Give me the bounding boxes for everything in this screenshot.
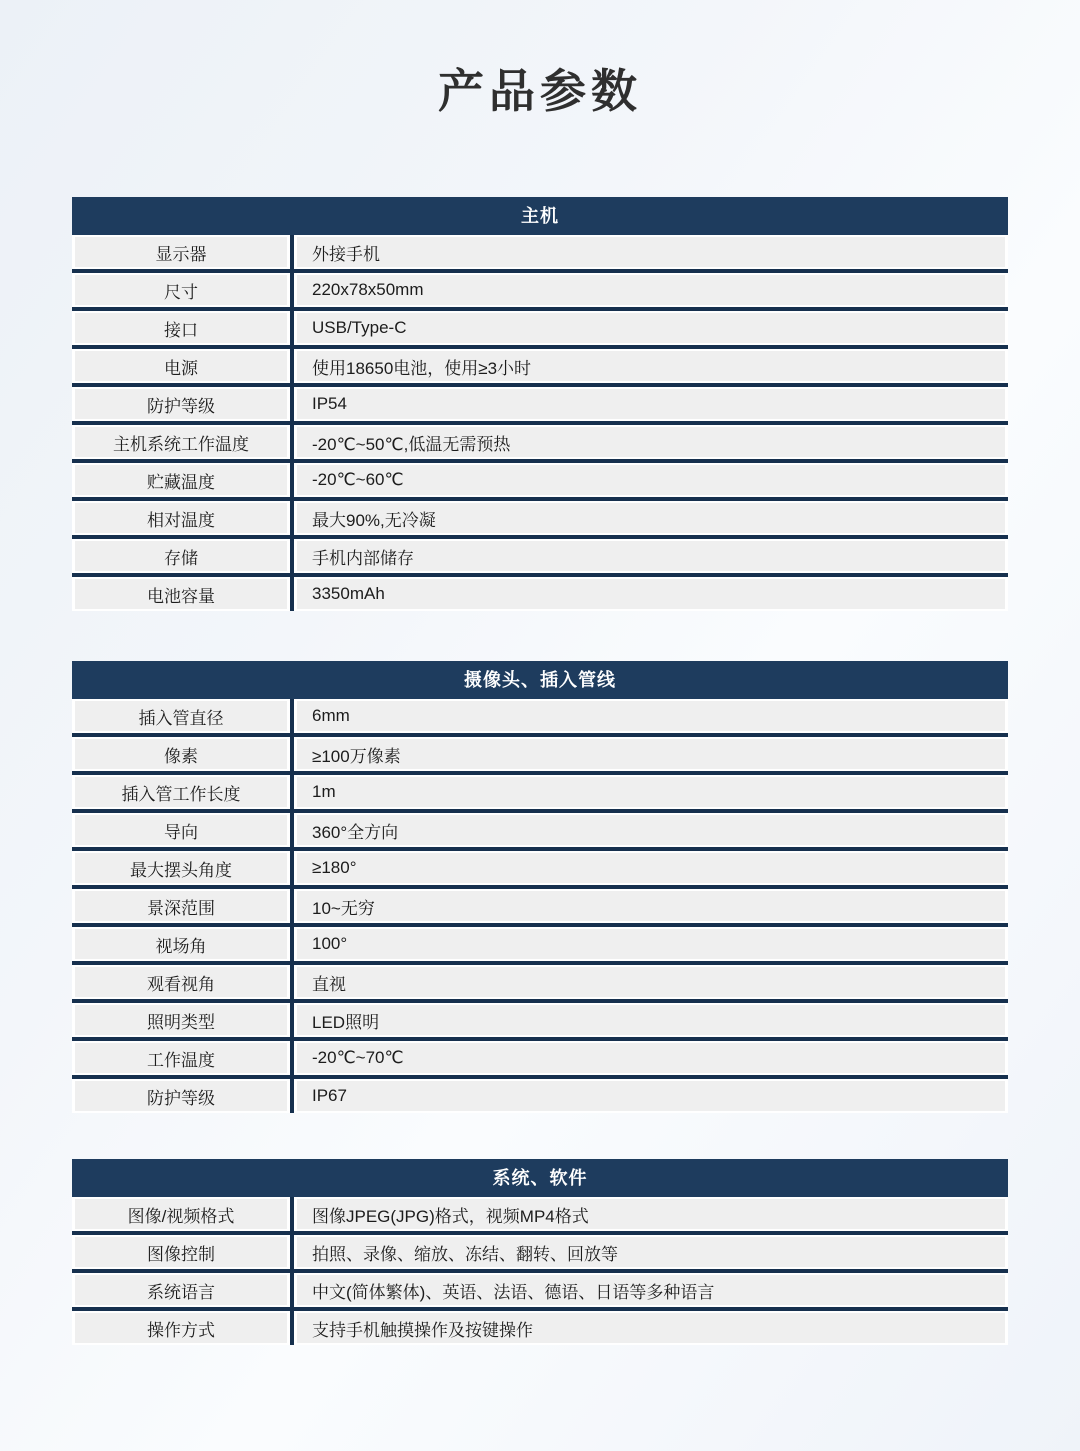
table-row [72,775,1008,809]
param-label: 工作温度 [75,1043,287,1073]
param-label: 插入管工作长度 [75,777,287,807]
table-row [72,1311,1008,1345]
param-label: 存储 [75,541,287,571]
table-row [72,737,1008,771]
table-row [72,539,1008,573]
table-row [72,851,1008,885]
param-label: 视场角 [75,929,287,959]
table-row [72,1003,1008,1037]
param-label: 电源 [75,351,287,381]
table-row [72,577,1008,611]
param-value: 6mm [297,701,1005,731]
table-row [72,699,1008,733]
param-label: 图像控制 [75,1237,287,1267]
column-divider-line [290,235,294,269]
param-value: IP54 [297,389,1005,419]
param-value: -20℃~60℃ [297,465,1005,495]
spec-table [72,1159,1008,1345]
table-row [72,273,1008,307]
column-divider-line [290,1003,294,1037]
column-divider-line [290,425,294,459]
param-value: 220x78x50mm [297,275,1005,305]
param-value: USB/Type-C [297,313,1005,343]
table-row [72,1079,1008,1113]
table-header: 摄像头、插入管线 [72,661,1008,699]
table-row [72,387,1008,421]
param-value: ≥180° [297,853,1005,883]
column-divider-line [290,699,294,733]
column-divider-line [290,539,294,573]
param-label: 主机系统工作温度 [75,427,287,457]
column-divider-line [290,311,294,345]
column-divider-line [290,1079,294,1113]
column-divider-line [290,737,294,771]
param-value: 3350mAh [297,579,1005,609]
column-divider-line [290,1235,294,1269]
column-divider-line [290,577,294,611]
param-label: 系统语言 [75,1275,287,1305]
param-value: 最大90%,无冷凝 [297,503,1005,533]
param-label: 贮藏温度 [75,465,287,495]
param-value: -20℃~50℃,低温无需预热 [297,427,1005,457]
table-row [72,349,1008,383]
param-value: 1m [297,777,1005,807]
column-divider-line [290,775,294,809]
spec-table [72,197,1008,611]
page [72,0,1008,1345]
param-label: 电池容量 [75,579,287,609]
param-value: 100° [297,929,1005,959]
param-label: 接口 [75,313,287,343]
param-value: ≥100万像素 [297,739,1005,769]
param-label: 图像/视频格式 [75,1199,287,1229]
table-row [72,927,1008,961]
param-label: 导向 [75,815,287,845]
param-label: 插入管直径 [75,701,287,731]
param-value: 直视 [297,967,1005,997]
table-row [72,965,1008,999]
table-row [72,1235,1008,1269]
table-header: 系统、软件 [72,1159,1008,1197]
param-value: 360°全方向 [297,815,1005,845]
param-label: 防护等级 [75,1081,287,1111]
spec-tables [72,197,1008,1345]
param-value: IP67 [297,1081,1005,1111]
table-row [72,1041,1008,1075]
column-divider-line [290,273,294,307]
table-row [72,311,1008,345]
column-divider-line [290,851,294,885]
column-divider-line [290,463,294,497]
spec-table [72,661,1008,1113]
param-label: 景深范围 [75,891,287,921]
param-value: 支持手机触摸操作及按键操作 [297,1313,1005,1343]
param-label: 像素 [75,739,287,769]
param-label: 相对温度 [75,503,287,533]
table-header: 主机 [72,197,1008,235]
column-divider-line [290,927,294,961]
table-row [72,501,1008,535]
column-divider-line [290,501,294,535]
param-value: 使用18650电池，使用≥3小时 [297,351,1005,381]
table-row [72,425,1008,459]
param-value: 外接手机 [297,237,1005,267]
param-label: 照明类型 [75,1005,287,1035]
column-divider-line [290,813,294,847]
table-row [72,813,1008,847]
param-label: 显示器 [75,237,287,267]
table-row [72,235,1008,269]
column-divider-line [290,387,294,421]
table-row [72,463,1008,497]
param-value: 图像JPEG(JPG)格式，视频MP4格式 [297,1199,1005,1229]
param-label: 防护等级 [75,389,287,419]
param-value: -20℃~70℃ [297,1043,1005,1073]
column-divider-line [290,965,294,999]
column-divider-line [290,349,294,383]
table-row [72,1273,1008,1307]
param-value: 10~无穷 [297,891,1005,921]
page-title: 产品参数 [438,65,642,117]
param-label: 尺寸 [75,275,287,305]
column-divider-line [290,1273,294,1307]
column-divider-line [290,1311,294,1345]
param-value: 拍照、录像、缩放、冻结、翻转、回放等 [297,1237,1005,1267]
column-divider-line [290,889,294,923]
param-value: LED照明 [297,1005,1005,1035]
param-value: 中文(简体繁体)、英语、法语、德语、日语等多种语言 [297,1275,1005,1305]
param-value: 手机内部储存 [297,541,1005,571]
table-row [72,889,1008,923]
column-divider-line [290,1197,294,1231]
param-label: 观看视角 [75,967,287,997]
param-label: 操作方式 [75,1313,287,1343]
table-row [72,1197,1008,1231]
column-divider-line [290,1041,294,1075]
param-label: 最大摆头角度 [75,853,287,883]
